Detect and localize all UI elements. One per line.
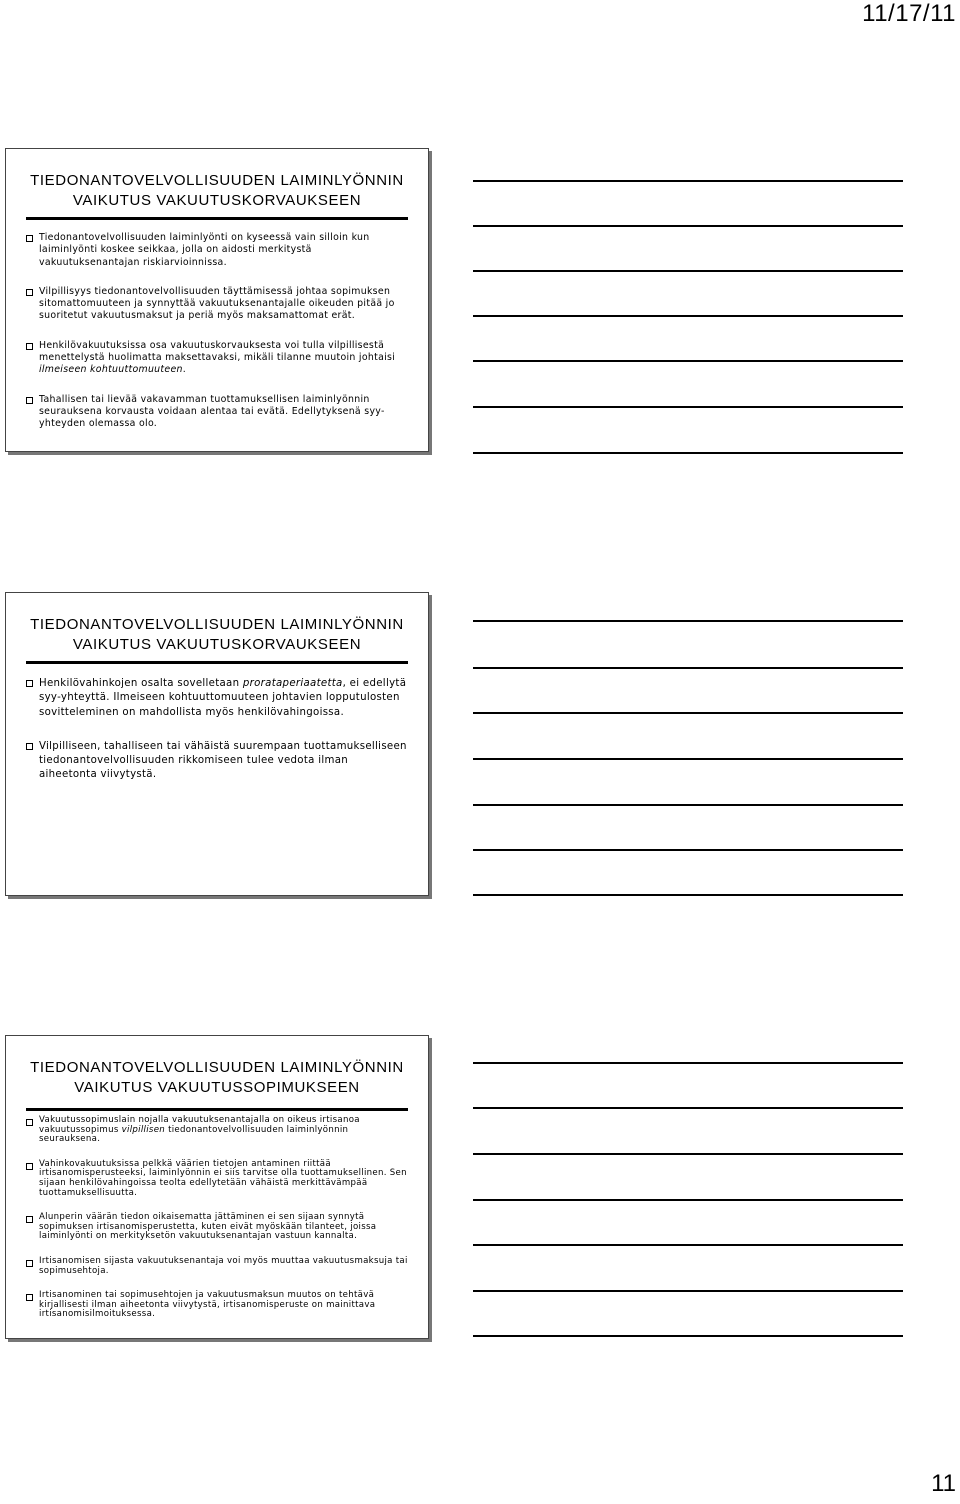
bullet-text: Vakuutussopimuslain nojalla vakuutuksenantajalla on oikeus irtisanoa vakuutussopimus xyxy=(39,1115,360,1135)
notes-lines-1 xyxy=(473,180,903,480)
bullet-text: Tahallisen tai lievää vakavamman tuottamuksellisen laiminlyönnin seurauksena korvausta voidaan alentaa tai evätä. Edellytyksenä syy-yhteyden olemassa olo. xyxy=(39,393,385,430)
bullet-text: Vilpilliseen, tahalliseen tai vähäistä suurempaan tuottamukselliseen tiedonantovelvollisuuden rikkomiseen tulee vedota ilman aiheetonta viivytystä. xyxy=(39,740,407,781)
bullet-emphasis: prorataperiaatetta xyxy=(242,678,343,689)
slide-title xyxy=(6,615,428,655)
square-bullet-icon xyxy=(26,1260,33,1267)
square-bullet-icon xyxy=(26,289,33,296)
slide-title-line-1: TIEDONANTOVELVOLLISUUDEN LAIMINLYÖNNIN xyxy=(30,1059,404,1076)
note-line xyxy=(473,1153,903,1155)
square-bullet-icon xyxy=(26,343,33,350)
bullet-item xyxy=(26,1160,408,1198)
note-line xyxy=(473,225,903,227)
note-line xyxy=(473,758,903,760)
square-bullet-icon xyxy=(26,1119,33,1126)
bullet-text: Irtisanomisen sijasta vakuutuksenantaja voi myös muuttaa vakuutusmaksuja tai sopimusehtoja. xyxy=(39,1255,408,1276)
bullet-item xyxy=(26,1291,408,1320)
square-bullet-icon xyxy=(26,397,33,404)
square-bullet-icon xyxy=(26,1216,33,1223)
page-date: 11/17/11 xyxy=(862,0,956,27)
bullet-text: Alunperin väärän tiedon oikaisematta jättäminen ei sen sijaan synnytä sopimuksen irtisanomisperustetta, kuten eivät myöskään tilanteet, joissa laiminlyönti on merkityksetön vakuutuksenantajan vastuun kannalta. xyxy=(39,1212,377,1242)
bullet-text: Vilpillisyys tiedonantovelvollisuuden täyttämisessä johtaa sopimuksen sitomattomuuteen ja synnyttää vakuutuksenantajalle oikeuden pitää jo suoritetut vakuutusmaksut ja periä myös maksamattomat erät. xyxy=(39,285,395,322)
note-line xyxy=(473,270,903,272)
bullet-text: Irtisanominen tai sopimusehtojen ja vakuutusmaksun muutos on tehtävä kirjallisesti ilman aiheetonta viivytystä, irtisanomisperuste on mainittava irtisanomisilmoituksessa. xyxy=(39,1290,376,1320)
note-line xyxy=(473,849,903,851)
bullet-text: Tiedonantovelvollisuuden laiminlyönti on kyseessä vain silloin kun laiminlyönti koskee seikkaa, jolla on aidosti merkitystä vakuutuksenantajan riskiarvioinnissa. xyxy=(39,232,370,268)
slide-title-line-2: VAIKUTUS VAKUUTUSKORVAUKSEEN xyxy=(72,636,362,653)
notes-lines-3 xyxy=(473,1062,903,1362)
note-line xyxy=(473,1244,903,1246)
bullet-item xyxy=(26,677,408,720)
bullet-item xyxy=(26,286,408,323)
bullet-text-after: tiedonantovelvollisuuden laiminlyönnin seurauksena. xyxy=(39,1124,349,1145)
note-line xyxy=(473,452,903,454)
square-bullet-icon xyxy=(26,1163,33,1170)
note-line xyxy=(473,406,903,408)
bullet-list xyxy=(26,232,408,448)
slide-3 xyxy=(5,1035,429,1339)
bullet-item xyxy=(26,232,408,269)
bullet-list xyxy=(26,677,408,803)
note-line xyxy=(473,894,903,896)
slide-2 xyxy=(5,592,429,896)
title-divider xyxy=(26,217,408,220)
note-line xyxy=(473,180,903,182)
note-line xyxy=(473,1107,903,1109)
square-bullet-icon xyxy=(26,1294,33,1301)
bullet-item xyxy=(26,394,408,431)
slide-title-line-1: TIEDONANTOVELVOLLISUUDEN LAIMINLYÖNNIN xyxy=(30,616,404,633)
bullet-item xyxy=(26,1257,408,1276)
slide-title xyxy=(6,1058,428,1098)
note-line xyxy=(473,804,903,806)
bullet-text-after: , ei edellytä syy-yhteyttä. Ilmeiseen kohtuuttomuuteen johtavien lopputulosten sovitteleminen on mahdollista myös henkilövahingoissa. xyxy=(39,678,407,718)
note-line xyxy=(473,667,903,669)
page-number: 11 xyxy=(931,1470,956,1497)
bullet-text: Henkilövakuutuksissa osa vakuutuskorvauksesta voi tulla vilpillisestä menettelystä huolimatta maksettavaksi, mikäli tilanne muutoin johtaisi xyxy=(39,339,396,364)
bullet-item xyxy=(26,740,408,783)
bullet-text-after: . xyxy=(182,364,187,376)
note-line xyxy=(473,712,903,714)
slide-title-line-2: VAIKUTUS VAKUUTUSKORVAUKSEEN xyxy=(72,192,362,209)
square-bullet-icon xyxy=(26,235,33,242)
note-line xyxy=(473,1335,903,1337)
note-line xyxy=(473,1199,903,1201)
note-line xyxy=(473,315,903,317)
square-bullet-icon xyxy=(26,680,33,687)
bullet-list xyxy=(26,1116,408,1335)
title-divider xyxy=(26,1108,408,1111)
bullet-text: Henkilövahinkojen osalta sovelletaan xyxy=(39,678,243,689)
notes-lines-2 xyxy=(473,620,903,920)
note-line xyxy=(473,620,903,622)
bullet-text: Vahinkovakuutuksissa pelkkä väärien tietojen antaminen riittää irtisanomisperusteeksi, laiminlyönnin ei siis tarvitse olla tuottamuksellinen. Sen sijaan henkilövahingoissa teolta edellytetään vähäistä merkittävämpää tuottamuksellisuutta. xyxy=(39,1158,407,1198)
note-line xyxy=(473,1062,903,1064)
bullet-item xyxy=(26,1213,408,1242)
bullet-emphasis: ilmeiseen kohtuuttomuuteen xyxy=(39,364,183,376)
bullet-item xyxy=(26,1116,408,1145)
title-divider xyxy=(26,661,408,664)
square-bullet-icon xyxy=(26,743,33,750)
note-line xyxy=(473,1290,903,1292)
bullet-emphasis: vilpillisen xyxy=(121,1124,166,1135)
slide-title-line-1: TIEDONANTOVELVOLLISUUDEN LAIMINLYÖNNIN xyxy=(30,172,404,189)
note-line xyxy=(473,360,903,362)
slide-1 xyxy=(5,148,429,452)
bullet-item xyxy=(26,340,408,377)
slide-title xyxy=(6,171,428,211)
slide-title-line-2: VAIKUTUS VAKUUTUSSOPIMUKSEEN xyxy=(74,1079,360,1096)
